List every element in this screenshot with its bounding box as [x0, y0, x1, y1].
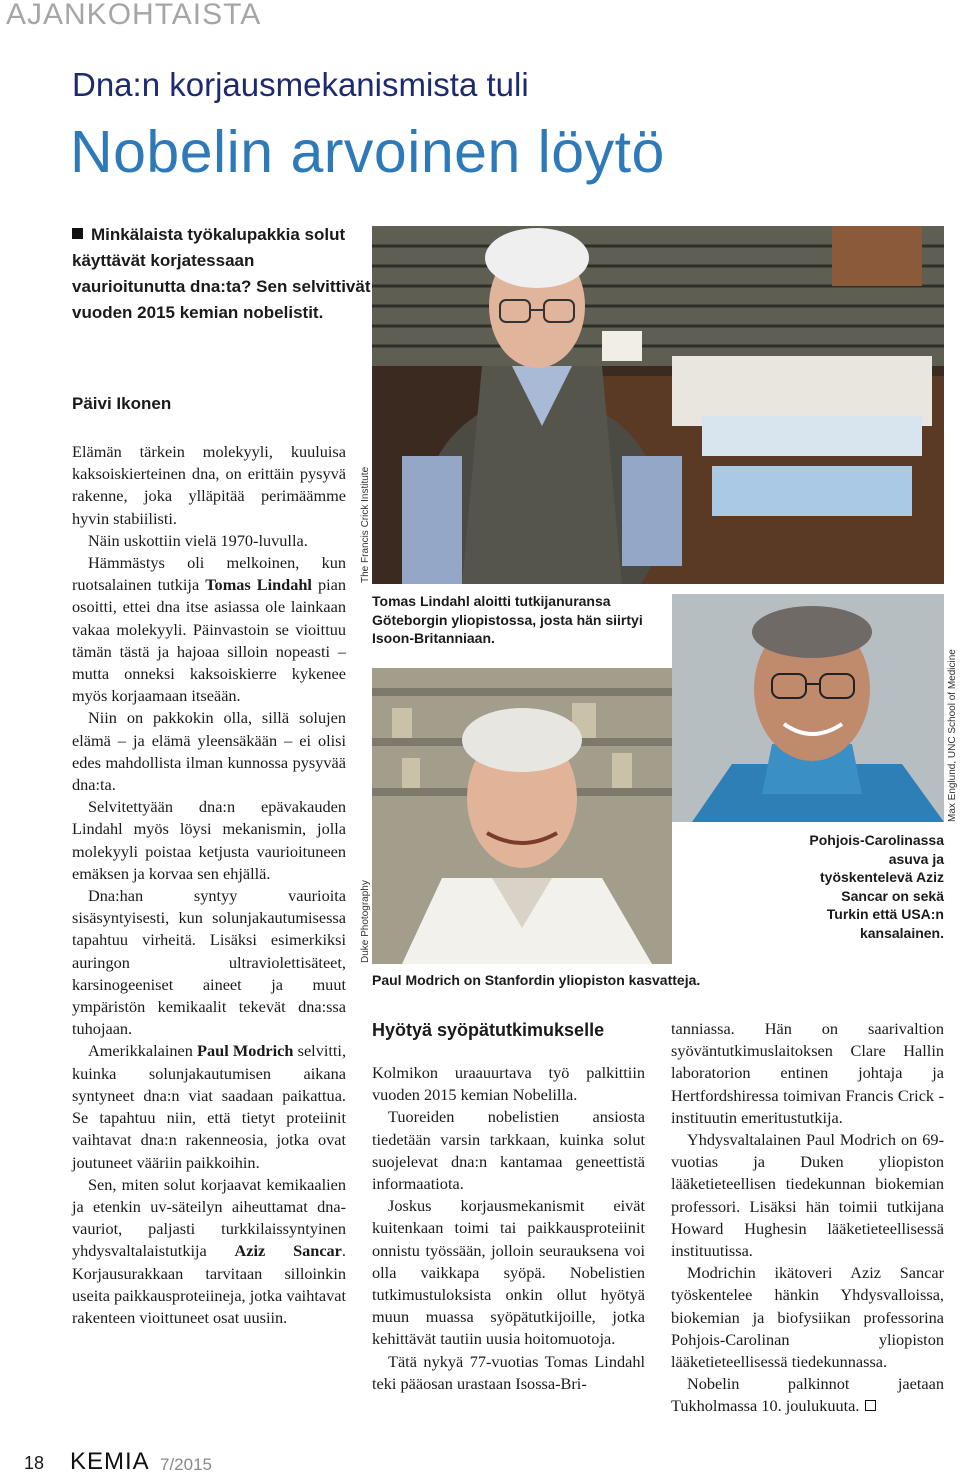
photo-credit-crick: The Francis Crick Institute	[360, 466, 371, 583]
paragraph: Modrichin ikätoveri Aziz Sancar työskentelee hänkin Yhdysvalloissa, biokemian ja biofysiikan professorina Pohjois-Carolinan yliopiston lääketieteellisessä tiedekunnassa.	[671, 1263, 944, 1372]
paragraph: Niin on pakkokin olla, sillä solujen elämä – ja elämä yleensäkään – ei olisi edes mahdollista ilman kunnossa pysyvää dna:ta.	[72, 708, 346, 795]
byline: Päivi Ikonen	[72, 394, 172, 413]
person-name-modrich: Paul Modrich	[197, 1041, 294, 1061]
issue-number: 7/2015	[160, 1455, 212, 1474]
paragraph: Kolmikon uraauurtava työ palkittiin vuoden 2015 kemian Nobelilla.	[372, 1063, 645, 1105]
bullet-square-icon	[72, 228, 83, 239]
lede-text: Minkälaista työkalupakkia solut käyttävät korjatessaan vaurioitunutta dna:ta? Sen selvittivät vuoden 2015 kemian nobelistit.	[72, 225, 371, 322]
paragraph: Dna:han syntyy vaurioita sisäsyntyisesti, kun solunjakautumisessa tapahtuu virheitä. Lisäksi esimerkiksi auringon ultraviolettisäteet, karsinogeeniset aineet ja muut ympäristön kemikaalit tekevät dna:ssa tuhojaan.	[72, 886, 346, 1039]
photo-paul-modrich	[372, 668, 672, 964]
page-number: 18	[24, 1453, 45, 1473]
paragraph-text: Nobelin palkinnot jaetaan Tukholmassa 10. joulukuuta.	[671, 1374, 944, 1416]
article-lede	[72, 222, 372, 326]
paragraph-text: Hämmästys oli melkoinen, kun ruotsalainen tutkija	[72, 553, 346, 595]
photo-credit-unc: Max Englund, UNC School of Medicine	[947, 649, 958, 822]
photo-aziz-sancar	[672, 594, 944, 822]
body-column-1	[72, 441, 346, 1329]
paragraph: Näin uskottiin vielä 1970-luvulla.	[88, 530, 308, 550]
paragraph	[72, 552, 346, 707]
paragraph-text: pian osoitti, ettei dna itse asiassa ole lainkaan vakaa molekyyli. Päinvastoin se vioittuu tämän tästä ja hajoaa silloin nopeasti – mutta onneksi kaksoiskierre kykenee myös korjaamaan itseään.	[72, 575, 346, 706]
paragraph: Tätä nykyä 77-vuotias Tomas Lindahl teki pääosan urastaan Isossa-Bri-	[372, 1351, 645, 1393]
paragraph: Yhdysvaltalainen Paul Modrich on 69-vuotias ja Duken yliopiston lääketieteellisen tiedekunnan biokemian professori. Lisäksi hän toimii tutkijana Howard Hughesin lääketieteellisessä instituutissa.	[671, 1130, 944, 1261]
person-name-lindahl: Tomas Lindahl	[205, 575, 312, 595]
paragraph: Joskus korjausmekanismit eivät kuitenkaan toimi tai paikkausproteiinit onnistu työssään, jolloin seurauksena voi olla vaikkapa syöpä. Nobelistien tutkimustuloksista onkin ollut hyötyä muun muassa syöpätutkijoille, jotka kehittävät tautiin uusia hoitomuotoja.	[372, 1196, 645, 1349]
paragraph: tanniassa. Hän on saarivaltion syöväntutkimuslaitoksen Clare Hallin laboratorion entinen johtaja ja Hertfordshiressa toimivan Francis Crick -instituutin emeritustutkija.	[671, 1019, 944, 1127]
paragraph: Elämän tärkein molekyyli, kuuluisa kaksoiskierteinen dna, on erittäin pysyvä rakenne, joka ylläpitää perimäämme hyvin stabiilisti.	[72, 442, 346, 528]
paragraph: Tuoreiden nobelistien ansiosta tiedetään varsin tarkkaan, kuinka solut suojelevat dna:n kantamaa geneettistä informaatiota.	[372, 1107, 645, 1194]
article-kicker: Dna:n korjausmekanismista tuli	[72, 66, 529, 103]
paragraph	[671, 1373, 944, 1417]
paragraph-text: Amerikkalainen	[88, 1041, 198, 1061]
photo-credit-duke: Duke Photography	[360, 880, 371, 963]
paragraph-text: selvitti, kuinka solunjakautumisen aikana syntyneet dna:n viat saadaan paikattua. Se tapahtuu niin, että tietyt proteiinit vaihtavat dna:n rakenneosia, jotka ovat joutuneet vääriin paikkoihin.	[72, 1041, 347, 1172]
paragraph-text: Sen, miten solut korjaavat kemikaalien ja etenkin uv-säteilyn aiheuttamat dna-vauriot, paljasti turkkilaissyntyinen yhdysvaltalaistutkija	[72, 1174, 346, 1261]
caption-modrich: Paul Modrich on Stanfordin yliopiston kasvatteja.	[372, 972, 701, 988]
photo-tomas-lindahl	[372, 226, 944, 584]
section-label: AJANKOHTAISTA	[6, 0, 262, 31]
person-name-sancar: Aziz Sancar	[234, 1241, 342, 1261]
body-column-2	[372, 1062, 645, 1395]
caption-sancar: Pohjois-Carolinassa asuva ja työskentelevä Aziz Sancar on sekä Turkin että USA:n kansalainen.	[809, 832, 944, 941]
article-headline: Nobelin arvoinen löytö	[70, 119, 665, 185]
paragraph: Selvitettyään dna:n epävakauden Lindahl myös löysi mekanismin, jolla molekyyli poistaa ketjusta vaurioituneen emäksen ja korvaa sen ehjällä.	[72, 797, 346, 883]
section-subheading: Hyötyä syöpätutkimukselle	[372, 1020, 605, 1040]
body-column-3	[671, 1018, 944, 1418]
magazine-logo: KEMIA	[70, 1448, 150, 1475]
caption-lindahl: Tomas Lindahl aloitti tutkijanuransa Göteborgin yliopistossa, josta hän siirtyi Isoon-Britanniaan.	[372, 593, 643, 646]
paragraph	[72, 1174, 346, 1329]
paragraph-text: . Korjausurakkaan tarvitaan silloinkin useita paikkausproteiineja, jotka vaihtavat rakenteen vioittuneet osat uusiin.	[72, 1241, 346, 1327]
paragraph	[72, 1040, 346, 1173]
end-of-article-icon	[865, 1400, 876, 1411]
